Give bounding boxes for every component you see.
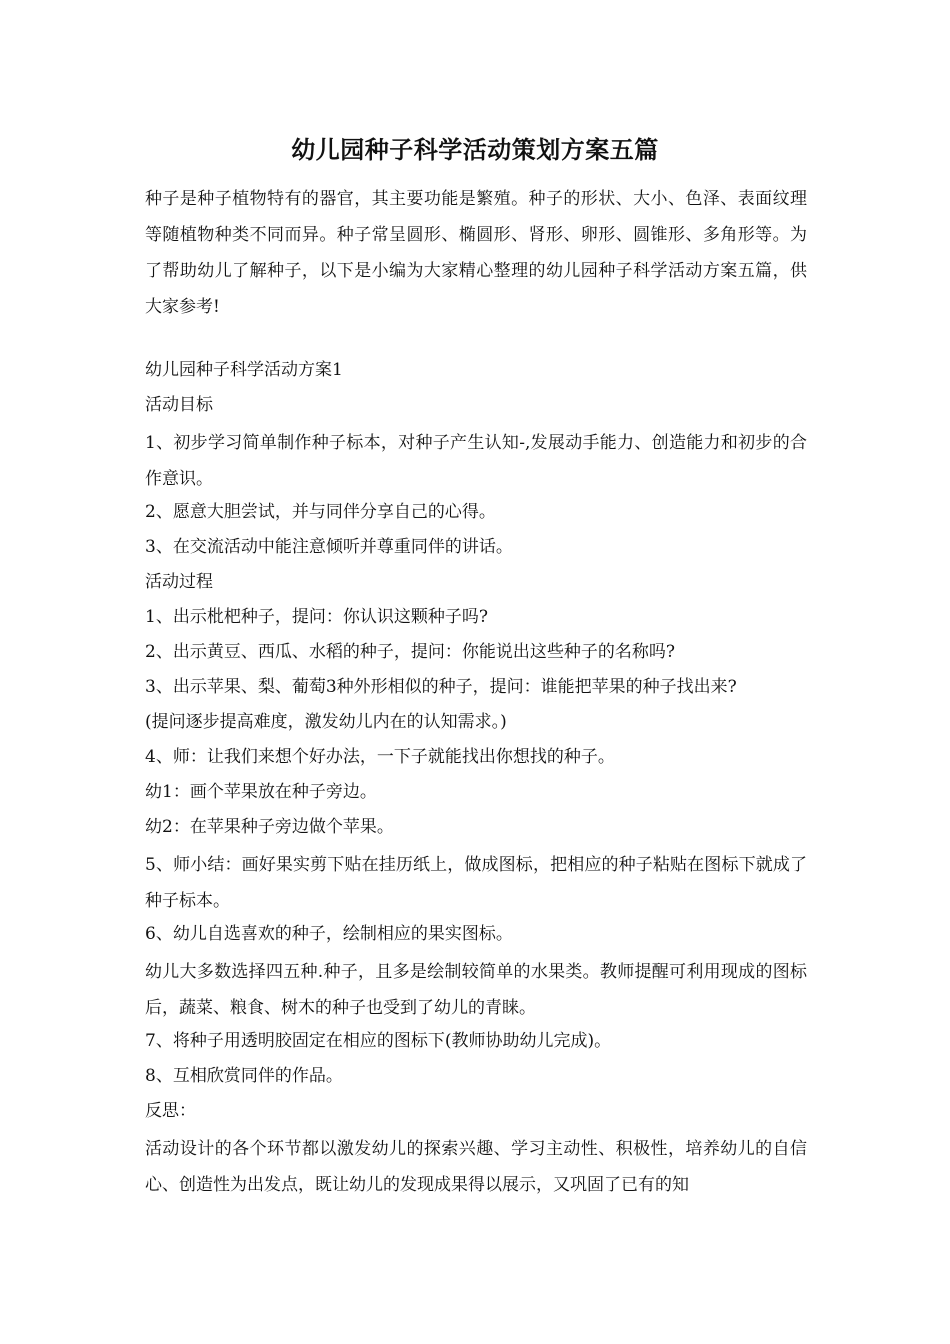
process-heading: 活动过程 [145, 572, 213, 592]
process-item-3: 3、出示苹果、梨、葡萄3种外形相似的种子，提问：谁能把苹果的种子找出来? [145, 677, 737, 697]
intro-paragraph: 种子是种子植物特有的器官，其主要功能是繁殖。种子的形状、大小、色泽、表面纹理等随植物种类不同而异。种子常呈圆形、椭圆形、肾形、卵形、圆锥形、多角形等。为了帮助幼儿了解种子，以下是小编为大家精心整理的幼儿园种子科学活动方案五篇，供大家参考! [145, 189, 807, 317]
goals-heading: 活动目标 [145, 395, 213, 415]
goal-item-1: 1、初步学习简单制作种子标本，对种子产生认知-,发展动手能力、创造能力和初步的合作意识。 [145, 433, 807, 489]
goal-item-3: 3、在交流活动中能注意倾听并尊重同伴的讲话。 [145, 537, 513, 557]
child-answer-2: 幼2：在苹果种子旁边做个苹果。 [145, 817, 394, 837]
process-item-1: 1、出示枇杷种子，提问：你认识这颗种子吗? [145, 607, 488, 627]
teacher-summary: 5、师小结：画好果实剪下贴在挂历纸上，做成图标，把相应的种子粘贴在图标下就成了种子标本。 [145, 855, 807, 911]
reflection-paragraph: 活动设计的各个环节都以激发幼儿的探索兴趣、学习主动性、积极性，培养幼儿的自信心、创造性为出发点，既让幼儿的发现成果得以展示，又巩固了已有的知 [145, 1139, 807, 1195]
process-item-7: 7、将种子用透明胶固定在相应的图标下(教师协助幼儿完成)。 [145, 1031, 612, 1051]
process-item-6-note: 幼儿大多数选择四五种.种子，且多是绘制较简单的水果类。教师提醒可利用现成的图标后，蔬菜、粮食、树木的种子也受到了幼儿的青睐。 [145, 962, 807, 1018]
section-heading: 幼儿园种子科学活动方案1 [145, 360, 343, 380]
process-note: (提问逐步提高难度，激发幼儿内在的认知需求。) [145, 712, 507, 732]
process-item-6: 6、幼儿自选喜欢的种子，绘制相应的果实图标。 [145, 924, 513, 944]
process-item-8: 8、互相欣赏同伴的作品。 [145, 1066, 343, 1086]
process-item-2: 2、出示黄豆、西瓜、水稻的种子，提问：你能说出这些种子的名称吗? [145, 642, 675, 662]
process-item-4: 4、师：让我们来想个好办法，一下子就能找出你想找的种子。 [145, 747, 615, 767]
child-answer-1: 幼1：画个苹果放在种子旁边。 [145, 782, 377, 802]
document-body [145, 181, 807, 1203]
reflection-heading: 反思： [145, 1101, 196, 1121]
document-title: 幼儿园种子科学活动策划方案五篇 [291, 135, 659, 164]
goal-item-2: 2、愿意大胆尝试，并与同伴分享自己的心得。 [145, 502, 496, 522]
